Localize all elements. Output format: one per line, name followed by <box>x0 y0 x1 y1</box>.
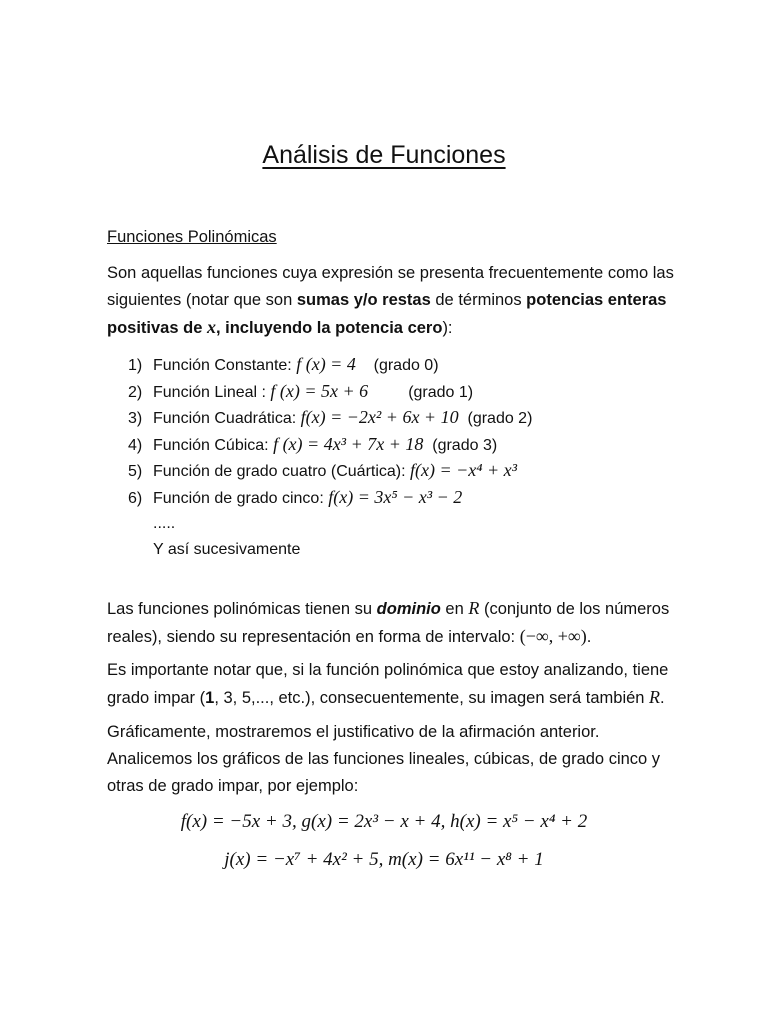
list-item: 3) Función Cuadrática: f(x) = −2x² + 6x + 10 (grado 2) <box>128 407 533 427</box>
intro-line-1: Son aquellas funciones cuya expresión se presenta frecuentemente como las <box>107 264 674 282</box>
list-item: 4) Función Cúbica: f (x) = 4x³ + 7x + 18 (grado 3) <box>128 433 498 454</box>
list-item: 1) Función Constante: f (x) = 4 (grado 0) <box>128 354 439 374</box>
graph-line-2: Analicemos los gráficos de las funciones lineales, cúbicas, de grado cinco y <box>107 750 661 768</box>
intro-line-3: positivas de x, incluyendo la potencia cero): <box>107 317 453 337</box>
list-item: 6) Función de grado cinco: f(x) = 3x⁵ − x³ − 2 <box>128 486 463 507</box>
list-ellipsis: ..... <box>153 515 176 532</box>
graph-line-3: otras de grado impar, por ejemplo: <box>107 777 359 795</box>
intro-paragraph <box>107 260 674 342</box>
odd-line-2: grado impar (1, 3, 5,..., etc.), consecuentemente, su imagen será también R. <box>107 687 665 707</box>
domain-line-1: Las funciones polinómicas tienen su dominio en R (conjunto de los números <box>107 598 670 618</box>
list-item: 2) Función Lineal : f (x) = 5x + 6 (grado 1) <box>128 380 474 401</box>
page-title: Análisis de Funciones <box>262 141 506 169</box>
domain-paragraph <box>107 595 670 651</box>
list-end-text: Y así sucesivamente <box>153 540 301 558</box>
domain-line-2: reales), siendo su representación en forma de intervalo: (−∞, +∞). <box>107 626 592 646</box>
graph-line-1: Gráficamente, mostraremos el justificativo de la afirmación anterior. <box>107 723 600 741</box>
graph-paragraph <box>107 719 667 800</box>
equation-line-1: f(x) = −5x + 3, g(x) = 2x³ − x + 4, h(x) = x⁵ − x⁴ + 2 <box>180 811 588 832</box>
intro-line-2: siguientes (notar que son sumas y/o restas de términos potencias enteras <box>107 291 667 309</box>
equation-line-2: j(x) = −x⁷ + 4x² + 5, m(x) = 6x¹¹ − x⁸ + 1 <box>224 849 544 870</box>
odd-line-1: Es importante notar que, si la función polinómica que estoy analizando, tiene <box>107 661 669 679</box>
odd-degree-paragraph <box>107 657 667 712</box>
function-list <box>128 352 532 562</box>
section-heading: Funciones Polinómicas <box>107 228 277 246</box>
list-item: 5) Función de grado cuatro (Cuártica): f(x) = −x⁴ + x³ <box>128 460 518 480</box>
